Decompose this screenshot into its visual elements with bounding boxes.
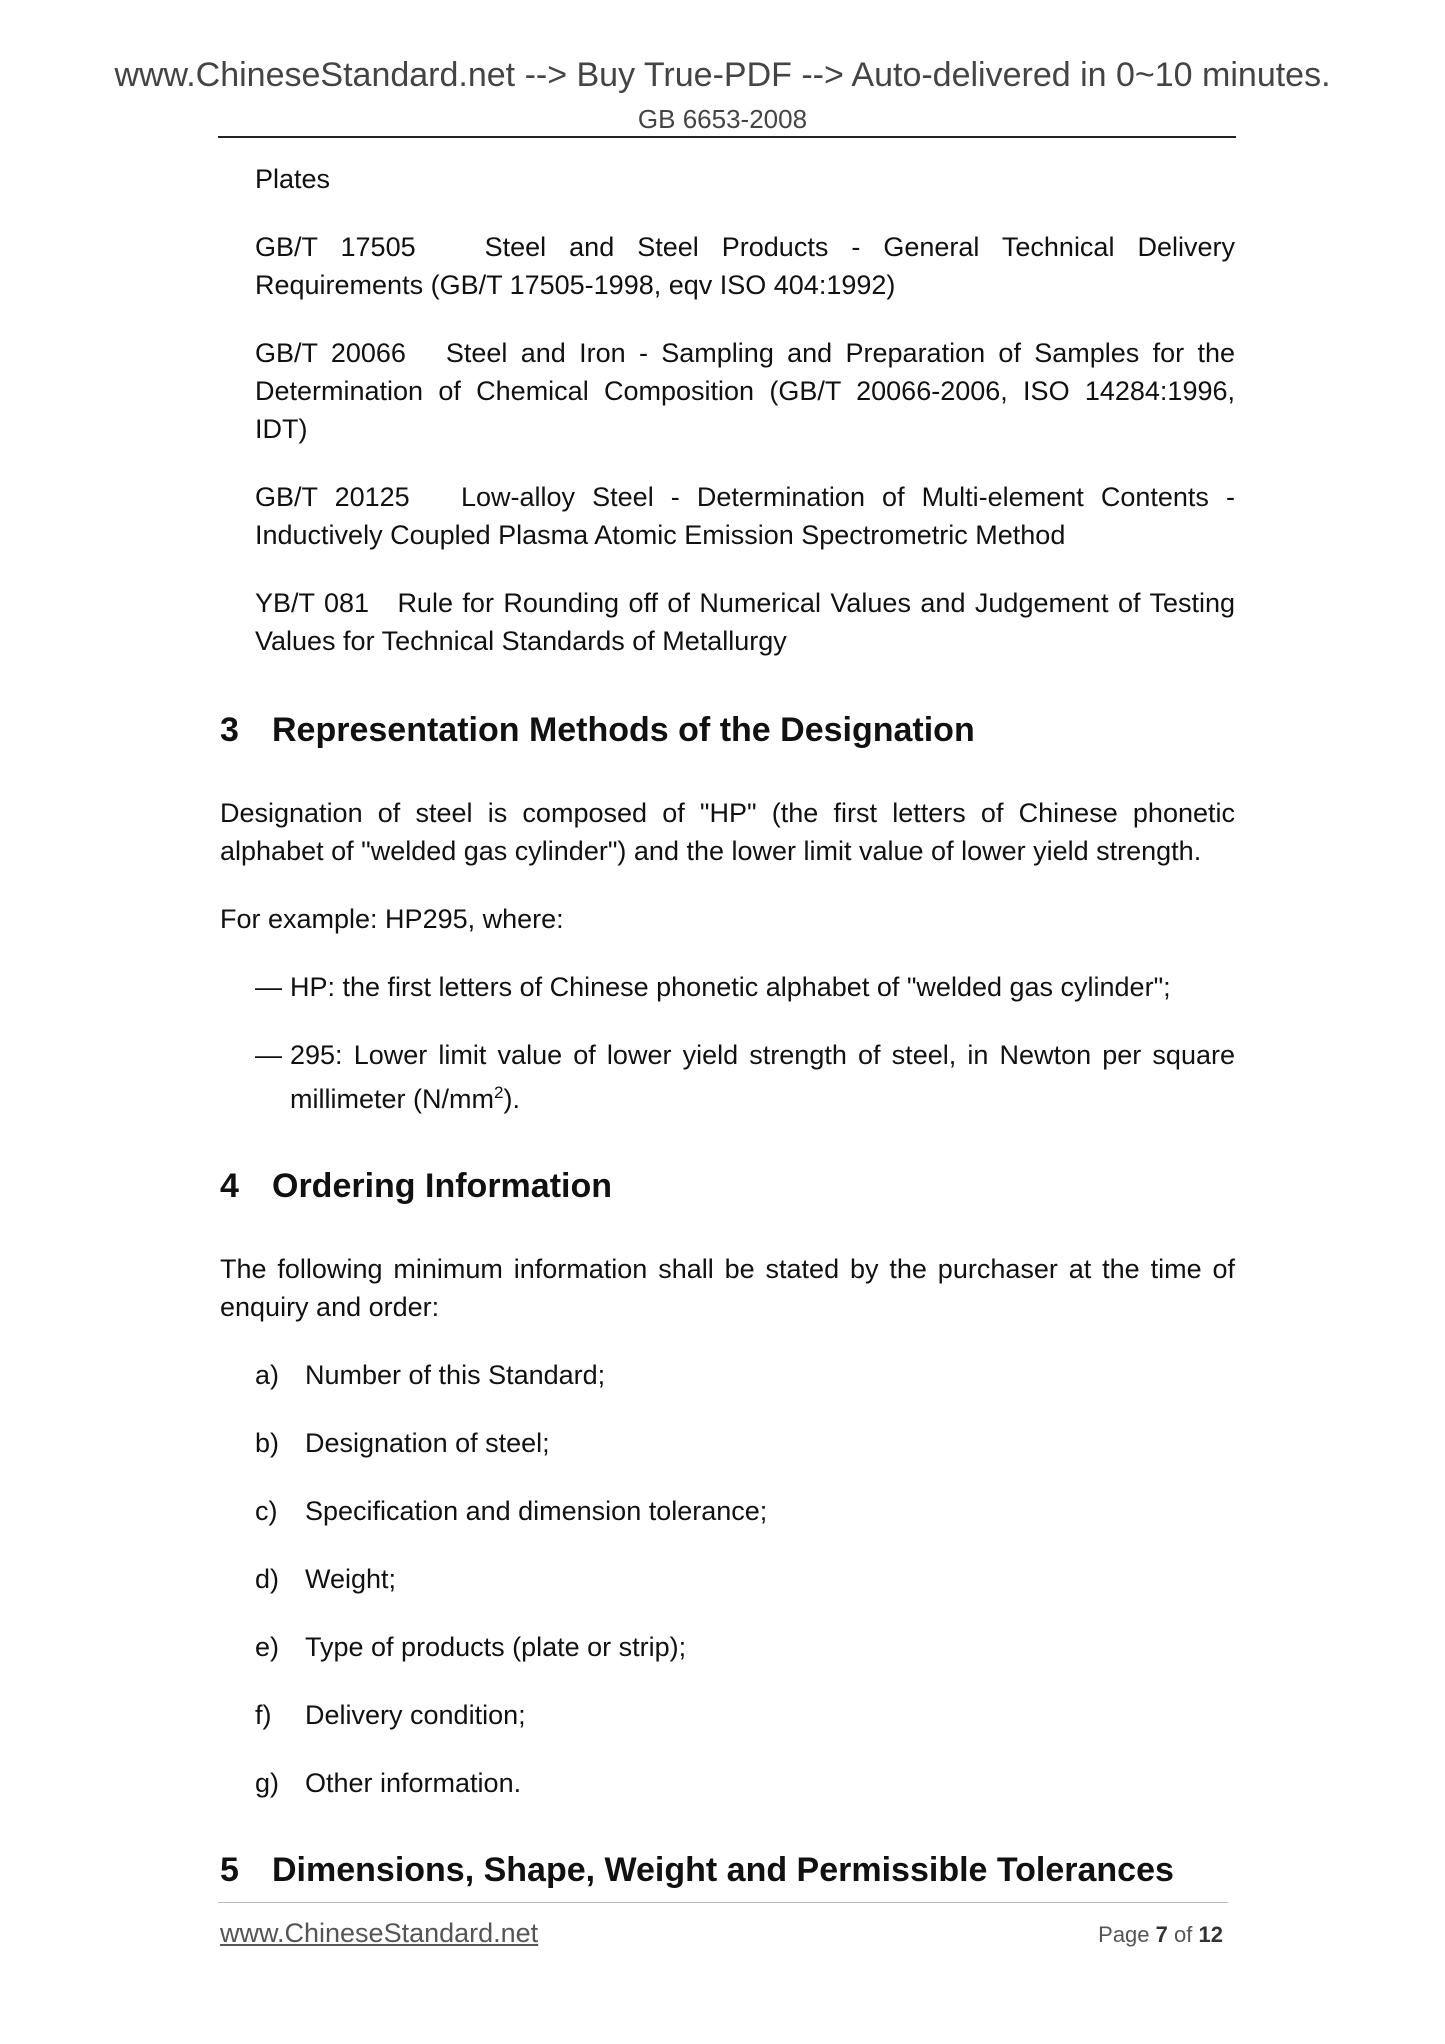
list-item (220, 1424, 1235, 1462)
list-item-text: Specification and dimension tolerance; (305, 1496, 768, 1526)
reference-title: Low-alloy Steel - Determination of Multi-element Contents - Inductively Coupled Plasma Atomic Emission Spectrometric Method (255, 482, 1235, 550)
list-marker: b) (255, 1428, 280, 1458)
reference-item (220, 584, 1235, 660)
list-marker: g) (255, 1768, 280, 1798)
list-item (220, 1696, 1235, 1734)
reference-item (220, 334, 1235, 448)
list-marker: c) (255, 1496, 278, 1526)
list-marker: e) (255, 1632, 280, 1662)
list-item (220, 1560, 1235, 1598)
page-number (1098, 1922, 1223, 1948)
section-4-intro: The following minimum information shall be stated by the purchaser at the time of enquiry and order: (220, 1254, 1235, 1322)
dash-list-item (220, 1036, 1235, 1118)
page-of: of (1174, 1922, 1193, 1947)
reference-code: GB/T 17505 (255, 232, 416, 262)
list-marker: f) (255, 1700, 272, 1730)
header-divider (218, 136, 1236, 138)
superscript: 2 (493, 1083, 504, 1102)
dash-marker: — (255, 972, 282, 1002)
section-4-heading (220, 1164, 1235, 1208)
section-number: 3 (220, 711, 239, 749)
list-item (220, 1492, 1235, 1530)
section-3-heading (220, 708, 1235, 752)
reference-title: Steel and Steel Products - General Technical Delivery Requirements (GB/T 17505-1998, eqv ISO 404:1992) (255, 232, 1235, 300)
reference-title: Rule for Rounding off of Numerical Values and Judgement of Testing Values for Technical Standards of Metallurgy (255, 588, 1236, 656)
list-marker: d) (255, 1564, 280, 1594)
page-prefix: Page (1098, 1922, 1150, 1947)
standard-code: GB 6653-2008 (637, 104, 808, 134)
dash-list-item (220, 968, 1235, 1006)
list-item-text: Type of products (plate or strip); (305, 1632, 687, 1662)
page-total: 12 (1198, 1922, 1223, 1947)
list-item (220, 1764, 1235, 1802)
footer-divider (218, 1902, 1228, 1903)
section-3-example: For example: HP295, where: (220, 904, 564, 934)
section-number: 5 (220, 1851, 239, 1889)
reference-code: GB/T 20125 (255, 482, 410, 512)
section-title: Dimensions, Shape, Weight and Permissible Tolerances (272, 1851, 1174, 1889)
reference-code: GB/T 20066 (255, 338, 406, 368)
reference-item (220, 228, 1235, 304)
list-item-text: Other information. (305, 1768, 522, 1798)
reference-continuation: Plates (255, 164, 331, 194)
section-title: Ordering Information (272, 1167, 612, 1205)
dash-item-end: ). (503, 1084, 520, 1114)
list-item-text: Weight; (305, 1564, 397, 1594)
reference-title: Steel and Iron - Sampling and Preparation of Samples for the Determination of Chemical Composition (GB/T 20066-2006, ISO 14284:1996, IDT) (255, 338, 1235, 444)
list-item (220, 1628, 1235, 1666)
list-item-text: Number of this Standard; (305, 1360, 606, 1390)
reference-code: YB/T 081 (255, 588, 370, 618)
list-item-text: Delivery condition; (305, 1700, 526, 1730)
reference-item (220, 478, 1235, 554)
section-number: 4 (220, 1167, 239, 1205)
section-3-paragraph: Designation of steel is composed of "HP" (the first letters of Chinese phonetic alphabet of "welded gas cylinder") and the lower limit value of lower yield strength. (220, 798, 1235, 866)
list-item (220, 1356, 1235, 1394)
normative-references (220, 160, 1235, 660)
list-item-text: Designation of steel; (305, 1428, 550, 1458)
header-banner[interactable]: www.ChineseStandard.net --> Buy True-PDF --> Auto-delivered in 0~10 minutes. (114, 56, 1331, 94)
page-current: 7 (1155, 1922, 1168, 1947)
ordering-list (220, 1356, 1235, 1802)
dash-item-text: 295: Lower limit value of lower yield strength of steel, in Newton per square millimeter (N/mm (290, 1040, 1235, 1114)
dash-item-text: HP: the first letters of Chinese phonetic alphabet of "welded gas cylinder"; (290, 972, 1171, 1002)
section-5-heading (220, 1848, 1235, 1892)
list-marker: a) (255, 1360, 280, 1390)
section-title: Representation Methods of the Designation (272, 711, 975, 749)
dash-marker: — (255, 1040, 282, 1070)
footer-website-link[interactable]: www.ChineseStandard.net (220, 1918, 539, 1948)
page-content (220, 160, 1235, 1892)
